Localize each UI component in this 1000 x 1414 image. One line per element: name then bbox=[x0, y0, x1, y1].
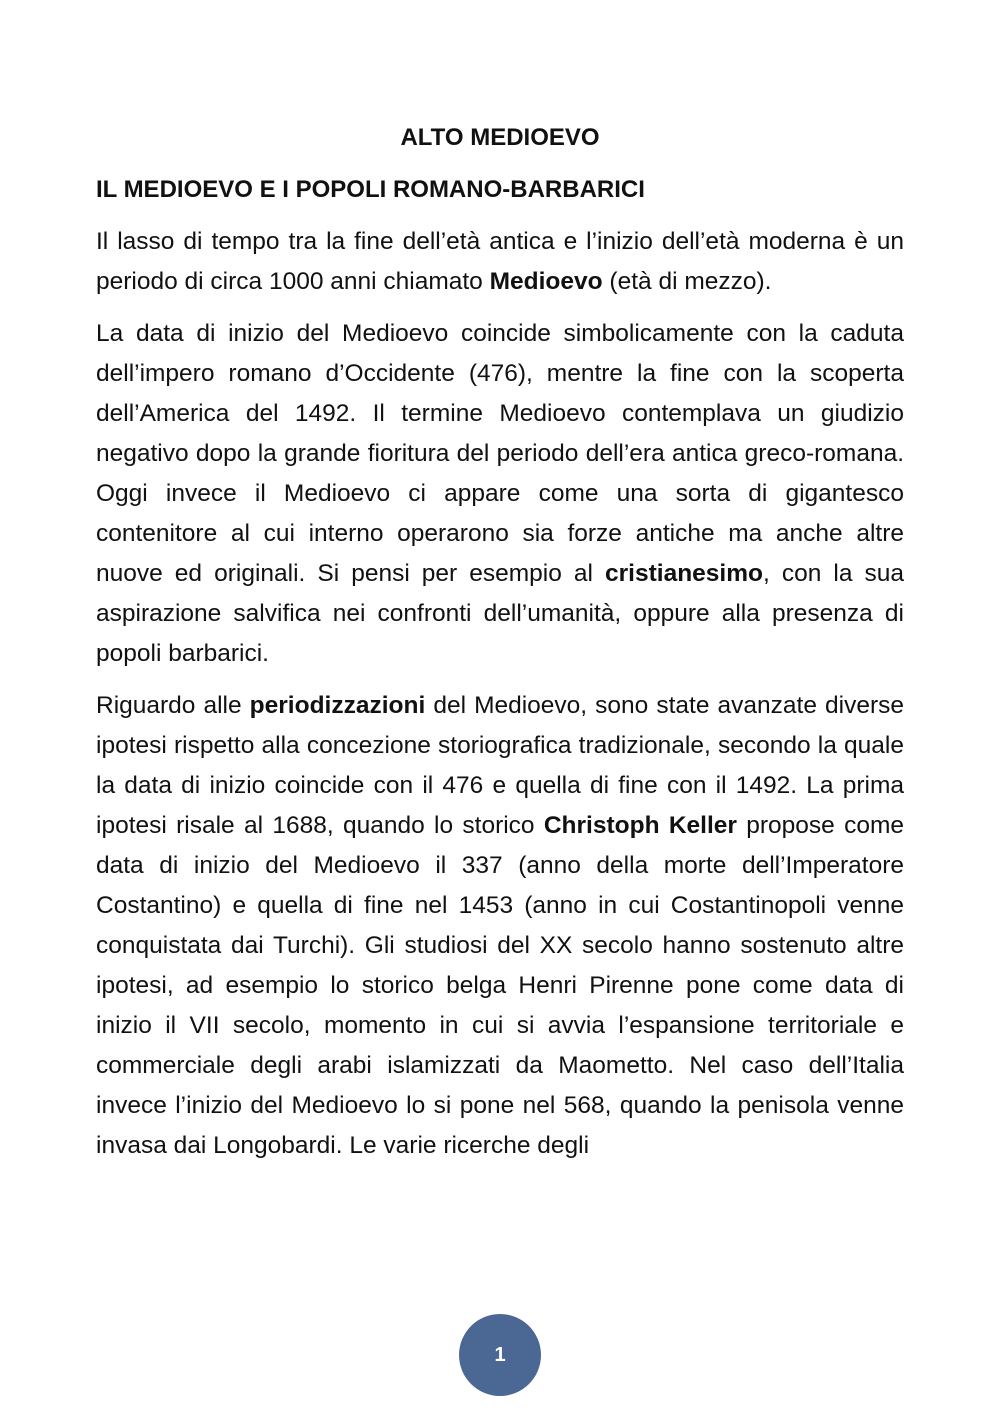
paragraph-3-text-3: propose come data di inizio del Medioevo il 337 (anno della morte dell’Imperatore Costantino) e quella di fine nel 1453 (anno in cui Costantinopoli venne conquistata dai Turchi). Gli studiosi del XX secolo hanno sostenuto altre ipotesi, ad esempio lo storico belga Henri Pirenne pone come data di inizio il VII secolo, momento in cui si avvia l’espansione territoriale e commerciale degli arabi islamizzati da Maometto. Nel caso dell’Italia invece l’inizio del Medioevo lo si pone nel 568, quando la penisola venne invasa dai Longobardi. Le varie ricerche degli bbox=[96, 812, 904, 1159]
paragraph-3-bold-christoph-keller: Christoph Keller bbox=[543, 812, 737, 839]
paragraph-2-text-2: , con la sua aspirazione salvifica nei confronti dell’umanità, oppure alla presenza di popoli barbarici. bbox=[96, 560, 904, 667]
document-page bbox=[96, 118, 904, 1178]
document-title: ALTO MEDIOEVO bbox=[400, 124, 600, 151]
section-heading: IL MEDIOEVO E I POPOLI ROMANO-BARBARICI bbox=[96, 176, 645, 203]
paragraph-2-bold-cristianesimo: cristianesimo bbox=[605, 560, 763, 587]
paragraph-3-text-2: del Medioevo, sono state avanzate diverse ipotesi rispetto alla concezione storiografica tradizionale, secondo la quale la data di inizio coincide con il 476 e quella di fine con il 1492. La prima ipotesi risale al 1688, quando lo storico bbox=[96, 692, 904, 839]
paragraph-3 bbox=[96, 686, 904, 1166]
paragraph-1-text-2: (età di mezzo). bbox=[602, 268, 772, 295]
paragraph-2-text-1: La data di inizio del Medioevo coincide simbolicamente con la caduta dell’impero romano d’Occidente (476), mentre la fine con la scoperta dell’America del 1492. Il termine Medioevo contemplava un giudizio negativo dopo la grande fioritura del periodo dell’era antica greco-romana. Oggi invece il Medioevo ci appare come una sorta di gigantesco contenitore al cui interno operarono sia forze antiche ma anche altre nuove ed originali. Si pensi per esempio al bbox=[96, 320, 904, 587]
paragraph-1-text-1: Il lasso di tempo tra la fine dell’età antica e l’inizio dell’età moderna è un periodo di circa 1000 anni chiamato bbox=[96, 228, 904, 295]
paragraph-3-bold-periodizzazioni: periodizzazioni bbox=[249, 692, 426, 719]
paragraph-1 bbox=[96, 222, 904, 302]
page-number: 1 bbox=[494, 1343, 506, 1366]
paragraph-3-text-1: Riguardo alle bbox=[96, 692, 250, 719]
paragraph-2 bbox=[96, 314, 904, 674]
page-number-badge bbox=[459, 1314, 541, 1396]
paragraph-1-bold-medioevo: Medioevo bbox=[489, 268, 603, 295]
